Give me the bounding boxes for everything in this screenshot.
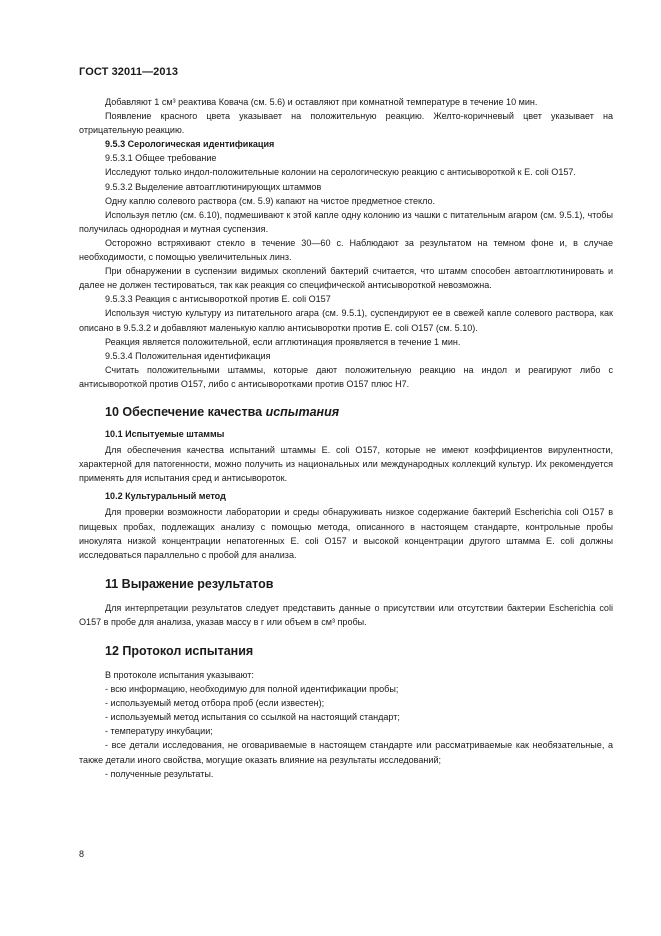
paragraph: Исследуют только индол-положительные колонии на серологическую реакцию с антисывороткой к E. coli O157. bbox=[105, 167, 576, 178]
section-10-title-text: 10 Обеспечение качества bbox=[105, 404, 266, 419]
paragraph: Считать положительными штаммы, которые дают положительную реакцию на индол и реагируют либо с антисывороткой против O157, либо с антисыворотками против O157 плюс H7. bbox=[79, 364, 613, 389]
page-content bbox=[79, 95, 613, 781]
paragraph: При обнаружении в суспензии видимых скоплений бактерий считается, что штамм способен автоагглютинировать и далее не должен тестироваться, так как реакция со специфической антисывороткой невозможна. bbox=[79, 266, 613, 291]
clause-heading: 9.5.3.3 Реакция с антисывороткой против E. coli O157 bbox=[105, 294, 331, 305]
clause-heading: 9.5.3.4 Положительная идентификация bbox=[105, 350, 271, 361]
list-item: - все детали исследования, не оговариваемые в настоящем стандарте или рассматриваемые как необязательные, а также детали иного свойства, могущие оказать влияние на результаты исследований; bbox=[79, 740, 613, 765]
section-11-title: 11 Выражение результатов bbox=[105, 576, 274, 591]
document-code: ГОСТ 32011—2013 bbox=[79, 66, 179, 78]
list-item: - всю информацию, необходимую для полной идентификации пробы; bbox=[105, 684, 399, 695]
clause-heading: 9.5.3.2 Выделение автоагглютинирующих штаммов bbox=[105, 181, 322, 192]
paragraph: Одну каплю солевого раствора (см. 5.9) капают на чистое предметное стекло. bbox=[105, 195, 435, 206]
paragraph: Для интерпретации результатов следует представить данные о присутствии или отсутствии бактерии Escherichia coli O157 в пробе для анализа, указав массу в г или объем в см³ пробы. bbox=[79, 602, 613, 627]
list-item: - используемый метод испытания со ссылкой на настоящий стандарт; bbox=[105, 712, 400, 723]
section-12-title: 12 Протокол испытания bbox=[105, 644, 254, 658]
paragraph: Для проверки возможности лаборатории и среды обнаруживать низкое содержание бактерий Escherichia coli O157 в пищевых пробах, подлежащих анализу с помощью метода, описанного в настоящем стандарте, контрольные пробы инокулята низкой концентрации непатогенных E. coli O157 и высокой концентрации другого штамма E. coli должны исследоваться параллельно с пробой для анализа. bbox=[79, 507, 613, 560]
list-item: - полученные результаты. bbox=[105, 768, 214, 779]
paragraph: Появление красного цвета указывает на положительную реакцию. Желто-коричневый цвет указывает на отрицательную реакцию. bbox=[79, 111, 613, 136]
subsection-10-2-title: 10.2 Культуральный метод bbox=[105, 491, 226, 502]
paragraph: Используя чистую культуру из питательного агара (см. 9.5.1), суспендируют ее в свежей капле солевого раствора, как описано в 9.5.3.2 и добавляют маленькую каплю антисыворотки против E. coli O157 (см. 5.10). bbox=[79, 308, 613, 333]
page-number: 8 bbox=[79, 849, 85, 859]
section-10-title-italic: испытания bbox=[265, 404, 340, 419]
clause-heading: 9.5.3.1 Общее требование bbox=[105, 153, 217, 164]
paragraph: Реакция является положительной, если агглютинация проявляется в течение 1 мин. bbox=[105, 336, 461, 347]
list-item: - используемый метод отбора проб (если известен); bbox=[105, 698, 325, 709]
paragraph: В протоколе испытания указывают: bbox=[105, 670, 254, 680]
paragraph: Используя петлю (см. 6.10), подмешивают к этой капле одну колонию из чашки с питательным агаром (см. 9.5.1), чтобы получилась однородная и мутная суспензия. bbox=[79, 209, 613, 234]
list-item: - температуру инкубации; bbox=[105, 726, 213, 737]
subsection-10-1-title: 10.1 Испытуемые штаммы bbox=[105, 428, 225, 439]
paragraph: Добавляют 1 см³ реактива Ковача (см. 5.6) и оставляют при комнатной температуре в течение 10 мин. bbox=[105, 97, 538, 107]
subsection-heading: 9.5.3 Серологическая идентификация bbox=[105, 139, 275, 150]
paragraph: Для обеспечения качества испытаний штаммы E. coli O157, которые не имеют коэффициентов вирулентности, характерной для патогенности, можно получить из национальных или международных коллекций культур. Их рекомендуется применять для испытания сред и антисывороток. bbox=[79, 445, 613, 484]
section-10-title bbox=[79, 404, 613, 420]
paragraph: Осторожно встряхивают стекло в течение 30—60 с. Наблюдают за результатом на темном фоне и, в случае необходимости, с помощью увеличительных линз. bbox=[79, 237, 613, 263]
